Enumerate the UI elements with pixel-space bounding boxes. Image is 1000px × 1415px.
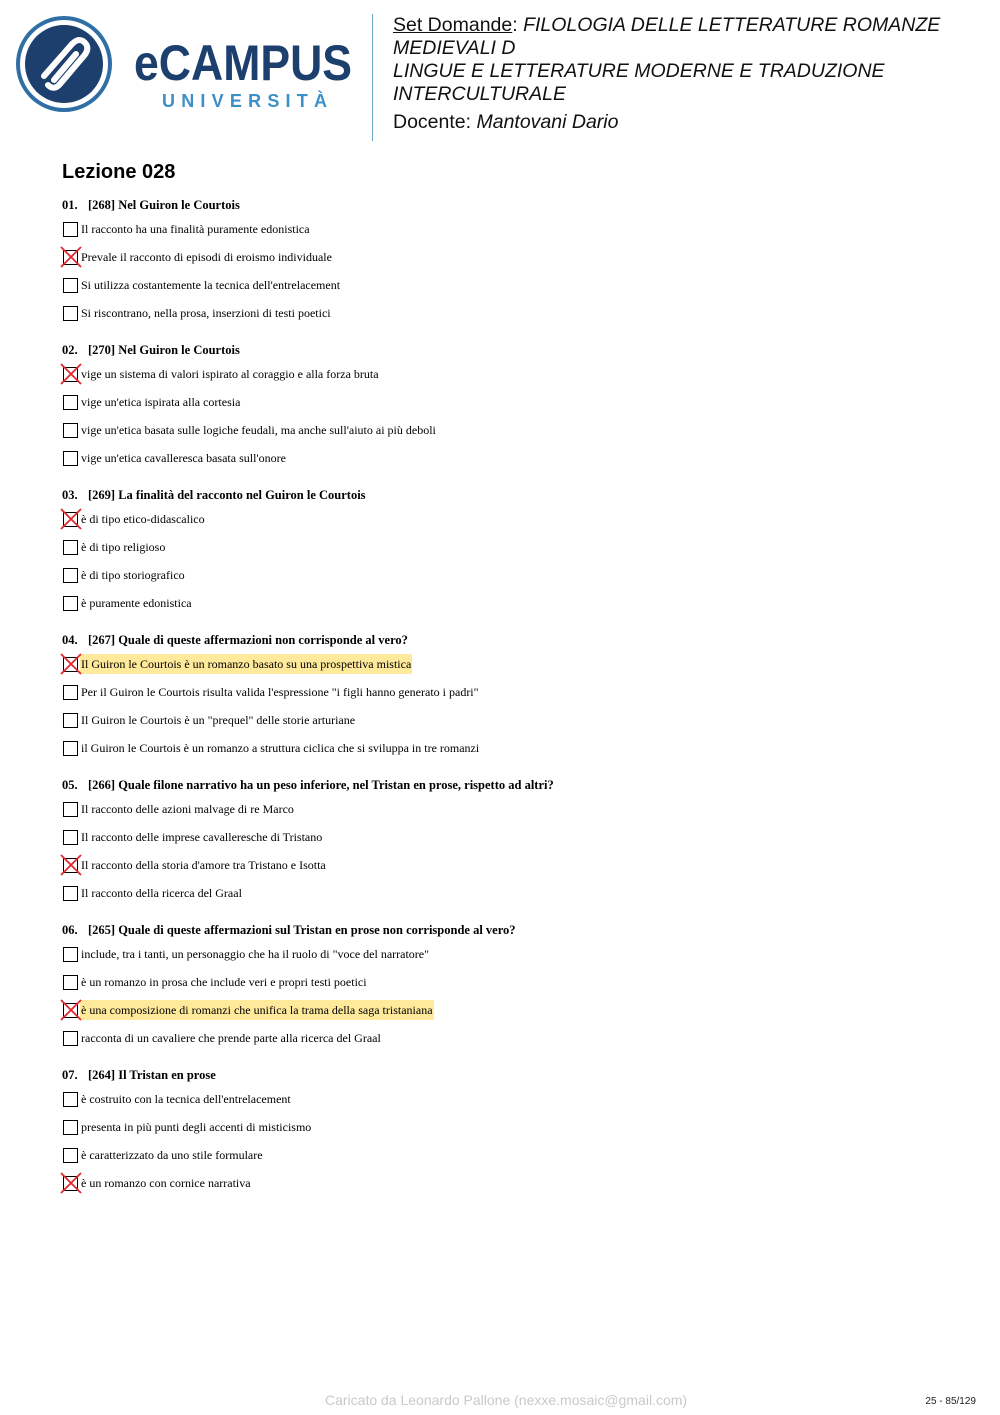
answer-option[interactable] [62, 219, 962, 247]
answer-option[interactable] [62, 1145, 962, 1173]
answer-option[interactable] [62, 682, 962, 710]
answer-checkbox[interactable] [63, 830, 78, 845]
answer-option[interactable] [62, 303, 962, 331]
answer-text: vige un sistema di valori ispirato al coraggio e alla forza bruta [81, 367, 379, 381]
answer-checkbox[interactable] [63, 713, 78, 728]
page-header [0, 0, 1000, 150]
question-block [62, 487, 962, 621]
answer-option[interactable] [62, 364, 962, 392]
question-block [62, 632, 962, 766]
cross-mark-icon [59, 507, 83, 531]
answer-checkbox[interactable] [63, 685, 78, 700]
answer-text: è una composizione di romanzi che unifica la trama della saga tristaniana [80, 1000, 434, 1020]
question-block [62, 777, 962, 911]
question-title [62, 777, 962, 793]
answer-checkbox[interactable] [63, 802, 78, 817]
question-text: [269] La finalità del racconto nel Guiron le Courtois [88, 488, 366, 502]
answer-option[interactable] [62, 1028, 962, 1056]
answer-checkbox[interactable] [63, 1120, 78, 1135]
answer-text: Il racconto ha una finalità puramente edonistica [81, 222, 310, 236]
uploaded-by: Caricato da Leonardo Pallone (nexxe.mosaic@gmail.com) [325, 1392, 688, 1408]
answer-option[interactable] [62, 738, 962, 766]
answer-checkbox[interactable] [63, 568, 78, 583]
question-block [62, 197, 962, 331]
answer-text: Il Guiron le Courtois è un romanzo basato su una prospettiva mistica [80, 654, 412, 674]
answer-option[interactable] [62, 827, 962, 855]
question-number: 04. [62, 633, 78, 647]
answer-checkbox[interactable] [63, 1031, 78, 1046]
answer-option[interactable] [62, 972, 962, 1000]
degree-title: LINGUE E LETTERATURE MODERNE E TRADUZIONE INTERCULTURALE [393, 60, 885, 105]
question-text: [266] Quale filone narrativo ha un peso inferiore, nel Tristan en prose, rispetto ad altri? [88, 778, 554, 792]
cross-mark-icon [59, 1171, 83, 1195]
answer-text: Il racconto della storia d'amore tra Tristano e Isotta [81, 858, 326, 872]
answer-option[interactable] [62, 247, 962, 275]
answer-text: Il Guiron le Courtois è un "prequel" delle storie arturiane [81, 713, 356, 727]
docente-name: Mantovani Dario [476, 111, 619, 133]
answer-text: Il racconto della ricerca del Graal [81, 886, 242, 900]
question-number: 02. [62, 343, 78, 357]
answer-checkbox[interactable] [63, 540, 78, 555]
header-info: Set Domande: FILOLOGIA DELLE LETTERATURE ROMANZE MEDIEVALI D LINGUE E LETTERATURE MODERNE E TRADUZIONE INTERCULTURALE Docente: Mantovani Dario [393, 14, 983, 134]
page-footer [0, 1385, 1000, 1415]
answer-checkbox[interactable] [63, 975, 78, 990]
question-text: [270] Nel Guiron le Courtois [88, 343, 240, 357]
question-block [62, 922, 962, 1056]
answer-text: è puramente edonistica [81, 596, 192, 610]
answer-text: Il racconto delle imprese cavalleresche di Tristano [81, 830, 323, 844]
answer-text: Per il Guiron le Courtois risulta valida l'espressione "i figli hanno generato i padri" [81, 685, 479, 699]
answer-text: è di tipo etico-didascalico [81, 512, 205, 526]
question-list [62, 197, 962, 1212]
question-title [62, 197, 962, 213]
answer-option[interactable] [62, 1117, 962, 1145]
answer-text: vige un'etica ispirata alla cortesia [81, 395, 241, 409]
answer-checkbox[interactable] [63, 306, 78, 321]
answer-option[interactable] [62, 537, 962, 565]
question-text: [268] Nel Guiron le Courtois [88, 198, 240, 212]
question-title [62, 1067, 962, 1083]
answer-text: vige un'etica basata sulle logiche feudali, ma anche sull'aiuto ai più deboli [81, 423, 436, 437]
question-title [62, 922, 962, 938]
answer-option[interactable] [62, 509, 962, 537]
answer-checkbox[interactable] [63, 596, 78, 611]
answer-text: include, tra i tanti, un personaggio che ha il ruolo di "voce del narratore" [81, 947, 430, 961]
question-text: [265] Quale di queste affermazioni sul Tristan en prose non corrisponde al vero? [88, 923, 516, 937]
answer-checkbox[interactable] [63, 1092, 78, 1107]
answer-option[interactable] [62, 654, 962, 682]
header-divider [372, 14, 373, 141]
answer-text: Si riscontrano, nella prosa, inserzioni di testi poetici [81, 306, 331, 320]
course-title: FILOLOGIA DELLE LETTERATURE ROMANZE MEDIEVALI D [393, 14, 941, 59]
logo-wordmark: eCAMPUS [134, 35, 352, 91]
question-title [62, 632, 962, 648]
question-number: 07. [62, 1068, 78, 1082]
answer-option[interactable] [62, 392, 962, 420]
logo-subtitle: UNIVERSITÀ [162, 91, 327, 111]
answer-text: Prevale il racconto di episodi di eroismo individuale [81, 250, 332, 264]
answer-option[interactable] [62, 944, 962, 972]
cross-mark-icon [59, 998, 83, 1022]
question-title [62, 487, 962, 503]
answer-option[interactable] [62, 799, 962, 827]
answer-checkbox[interactable] [63, 741, 78, 756]
answer-text: è un romanzo in prosa che include veri e propri testi poetici [81, 975, 367, 989]
answer-checkbox[interactable] [63, 423, 78, 438]
answer-text: Si utilizza costantemente la tecnica dell'entrelacement [81, 278, 341, 292]
answer-option[interactable] [62, 1000, 962, 1028]
cross-mark-icon [59, 245, 83, 269]
answer-text: è caratterizzato da uno stile formulare [81, 1148, 263, 1162]
question-number: 06. [62, 923, 78, 937]
question-text: [267] Quale di queste affermazioni non corrisponde al vero? [88, 633, 408, 647]
docente-label: Docente: [393, 111, 472, 133]
answer-checkbox[interactable] [63, 451, 78, 466]
answer-checkbox[interactable] [63, 222, 78, 237]
cross-mark-icon [59, 652, 83, 676]
answer-text: è un romanzo con cornice narrativa [81, 1176, 251, 1190]
answer-text: vige un'etica cavalleresca basata sull'onore [81, 451, 286, 465]
answer-checkbox[interactable] [63, 278, 78, 293]
answer-text: è di tipo storiografico [81, 568, 185, 582]
lesson-title: Lezione 028 [62, 161, 176, 183]
answer-option[interactable] [62, 420, 962, 448]
answer-text: è di tipo religioso [81, 540, 166, 554]
cross-mark-icon [59, 853, 83, 877]
question-title [62, 342, 962, 358]
answer-text: è costruito con la tecnica dell'entrelacement [81, 1092, 291, 1106]
answer-option[interactable] [62, 710, 962, 738]
question-number: 03. [62, 488, 78, 502]
question-block [62, 342, 962, 476]
answer-option[interactable] [62, 883, 962, 911]
answer-text: presenta in più punti degli accenti di misticismo [81, 1120, 312, 1134]
answer-text: il Guiron le Courtois è un romanzo a struttura ciclica che si sviluppa in tre romanzi [81, 741, 480, 755]
answer-text: Il racconto delle azioni malvage di re Marco [81, 802, 294, 816]
question-number: 05. [62, 778, 78, 792]
question-text: [264] Il Tristan en prose [88, 1068, 216, 1082]
answer-option[interactable] [62, 855, 962, 883]
set-label: Set Domande [393, 14, 513, 36]
answer-checkbox[interactable] [63, 947, 78, 962]
answer-option[interactable] [62, 448, 962, 476]
answer-option[interactable] [62, 1089, 962, 1117]
answer-option[interactable] [62, 565, 962, 593]
answer-option[interactable] [62, 593, 962, 621]
ecampus-logo [14, 14, 359, 119]
question-block [62, 1067, 962, 1201]
answer-checkbox[interactable] [63, 395, 78, 410]
question-number: 01. [62, 198, 78, 212]
answer-option[interactable] [62, 1173, 962, 1201]
page-number: 25 - 85/129 [922, 1396, 976, 1407]
answer-checkbox[interactable] [63, 886, 78, 901]
answer-option[interactable] [62, 275, 962, 303]
answer-checkbox[interactable] [63, 1148, 78, 1163]
cross-mark-icon [59, 362, 83, 386]
answer-text: racconta di un cavaliere che prende parte alla ricerca del Graal [81, 1031, 381, 1045]
